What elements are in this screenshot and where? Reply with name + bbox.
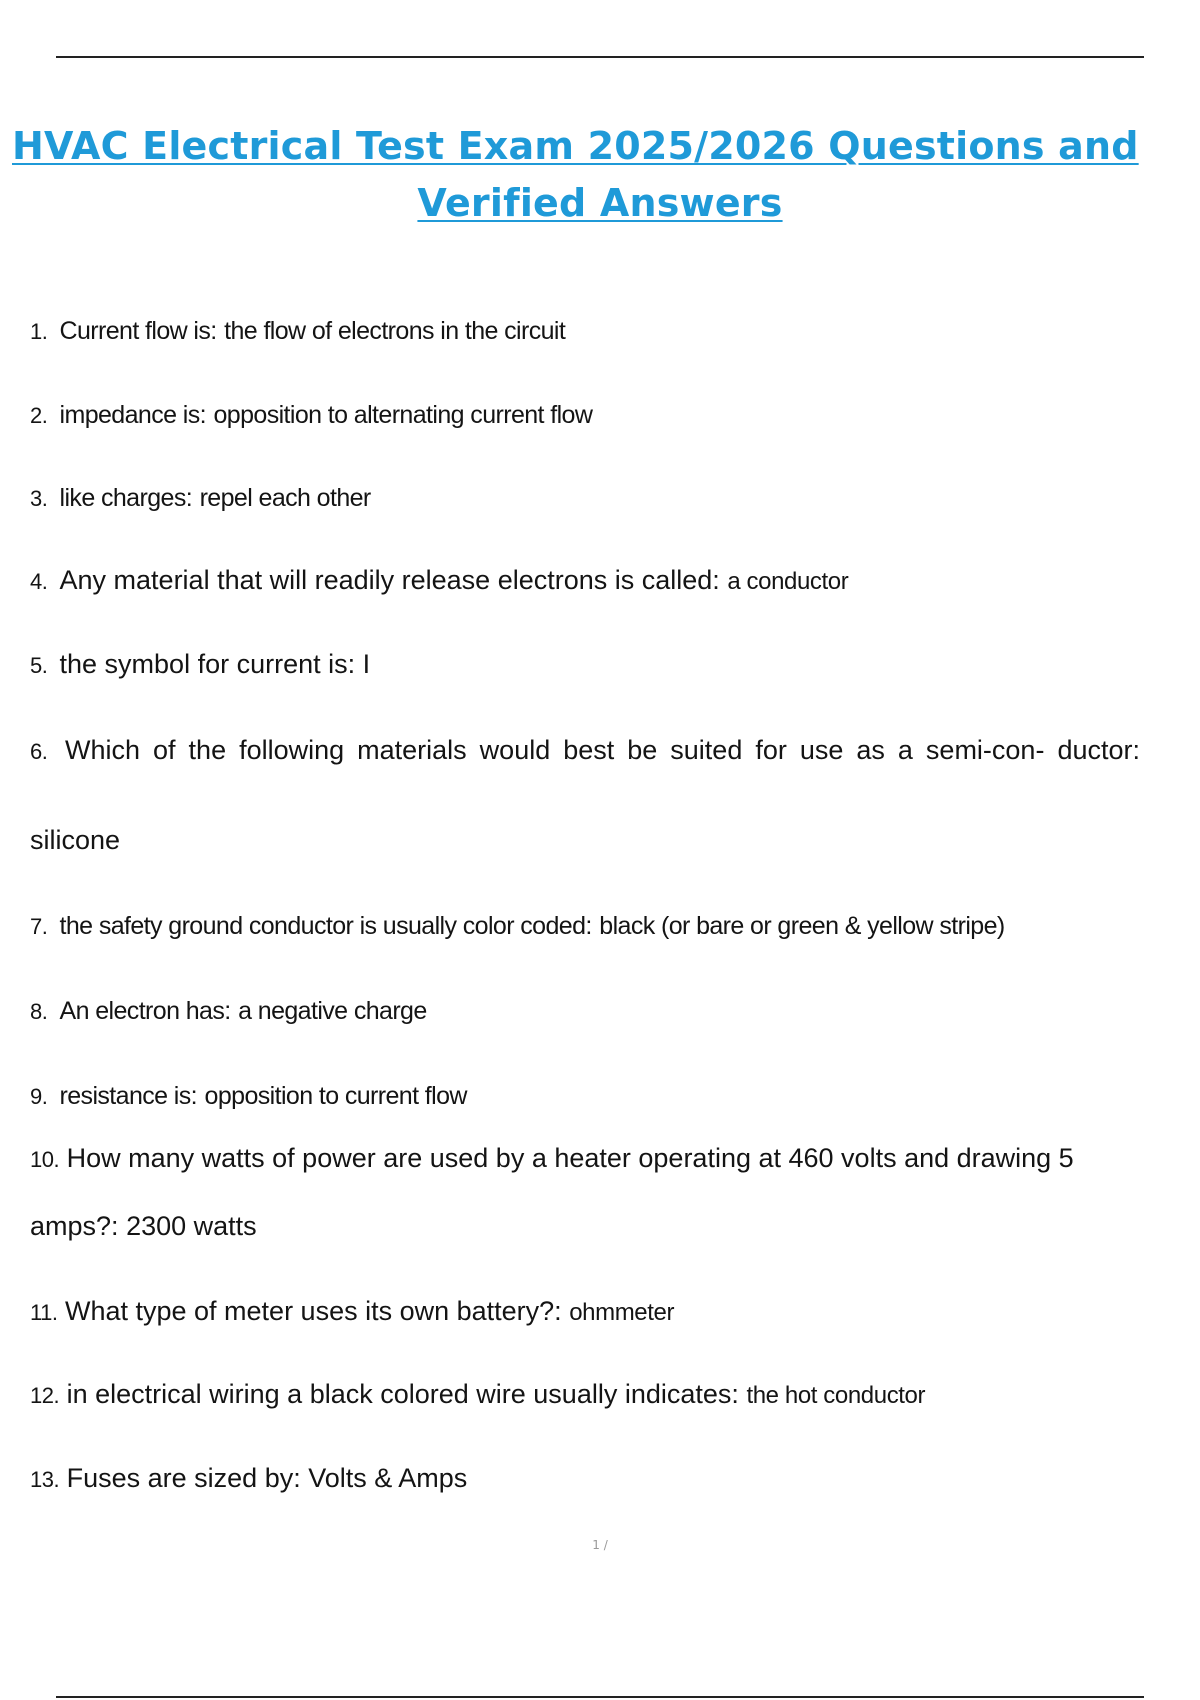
question-text: impedance is: — [59, 401, 206, 429]
question-number: 4. — [30, 569, 48, 594]
question-item-3 — [30, 477, 1140, 519]
question-item-7 — [30, 905, 1140, 947]
question-number: 5. — [30, 653, 48, 678]
question-item-4 — [30, 560, 1140, 602]
question-number: 12. — [30, 1383, 60, 1408]
question-number: 2. — [30, 403, 48, 428]
question-item-8 — [30, 990, 1140, 1032]
title-line-1: HVAC Electrical Test Exam 2025/2026 Questions and — [12, 124, 1139, 168]
question-number: 7. — [30, 914, 48, 939]
answer-text: I — [362, 649, 371, 679]
answer-text: Volts & Amps — [308, 1463, 468, 1493]
question-text: Which of the following materials would best be suited for use as a semi-con- ductor: — [65, 735, 1140, 765]
answer-text: a conductor — [727, 568, 849, 595]
question-text: resistance is: — [59, 1082, 198, 1110]
question-number: 13. — [30, 1467, 60, 1492]
question-number: 6. — [30, 739, 48, 764]
question-text: Current flow is: — [59, 317, 217, 345]
question-text: in electrical wiring a black colored wire usually indicates: — [66, 1379, 739, 1409]
question-number: 11. — [30, 1300, 58, 1325]
question-text: An electron has: — [59, 997, 231, 1025]
question-number: 1. — [30, 319, 48, 344]
title-line-2: Verified Answers — [417, 181, 783, 225]
answer-text: opposition to current flow — [204, 1082, 467, 1110]
answer-text: 2300 watts — [126, 1211, 257, 1241]
question-item-6 — [30, 706, 1140, 884]
question-item-2 — [30, 394, 1140, 436]
answer-text: opposition to alternating current flow — [213, 401, 593, 429]
question-text: Any material that will readily release electrons is called: — [59, 565, 720, 595]
question-text: like charges: — [59, 484, 193, 512]
question-item-13 — [30, 1458, 1140, 1500]
answer-text: a negative charge — [238, 997, 427, 1025]
question-item-10 — [30, 1125, 1140, 1259]
question-number: 8. — [30, 999, 48, 1024]
answer-text: silicone — [30, 825, 121, 855]
answer-text: ohmmeter — [569, 1299, 675, 1326]
question-item-9 — [30, 1075, 1140, 1117]
question-item-1 — [30, 310, 1140, 352]
answer-text: black (or bare or green & yellow stripe) — [599, 912, 1005, 940]
question-item-5 — [30, 644, 1140, 686]
answer-text: the flow of electrons in the circuit — [224, 317, 566, 345]
question-text: What type of meter uses its own battery?: — [64, 1296, 562, 1326]
answer-text: repel each other — [199, 484, 371, 512]
answer-text: the hot conductor — [746, 1382, 926, 1409]
question-item-11 — [30, 1291, 1140, 1333]
question-text: the safety ground conductor is usually color coded: — [59, 912, 592, 940]
question-text: How many watts of power are used by a heater operating at 460 volts and drawing 5 amps?: — [30, 1143, 1074, 1241]
bottom-rule — [56, 1696, 1144, 1698]
question-number: 9. — [30, 1084, 48, 1109]
page-number: 1 / — [592, 1538, 608, 1552]
question-number: 10. — [30, 1147, 60, 1172]
question-text: the symbol for current is: — [59, 649, 356, 679]
question-text: Fuses are sized by: — [66, 1463, 301, 1493]
document-title — [0, 118, 1200, 232]
question-item-12 — [30, 1374, 1140, 1416]
top-rule — [56, 56, 1144, 58]
question-number: 3. — [30, 486, 48, 511]
